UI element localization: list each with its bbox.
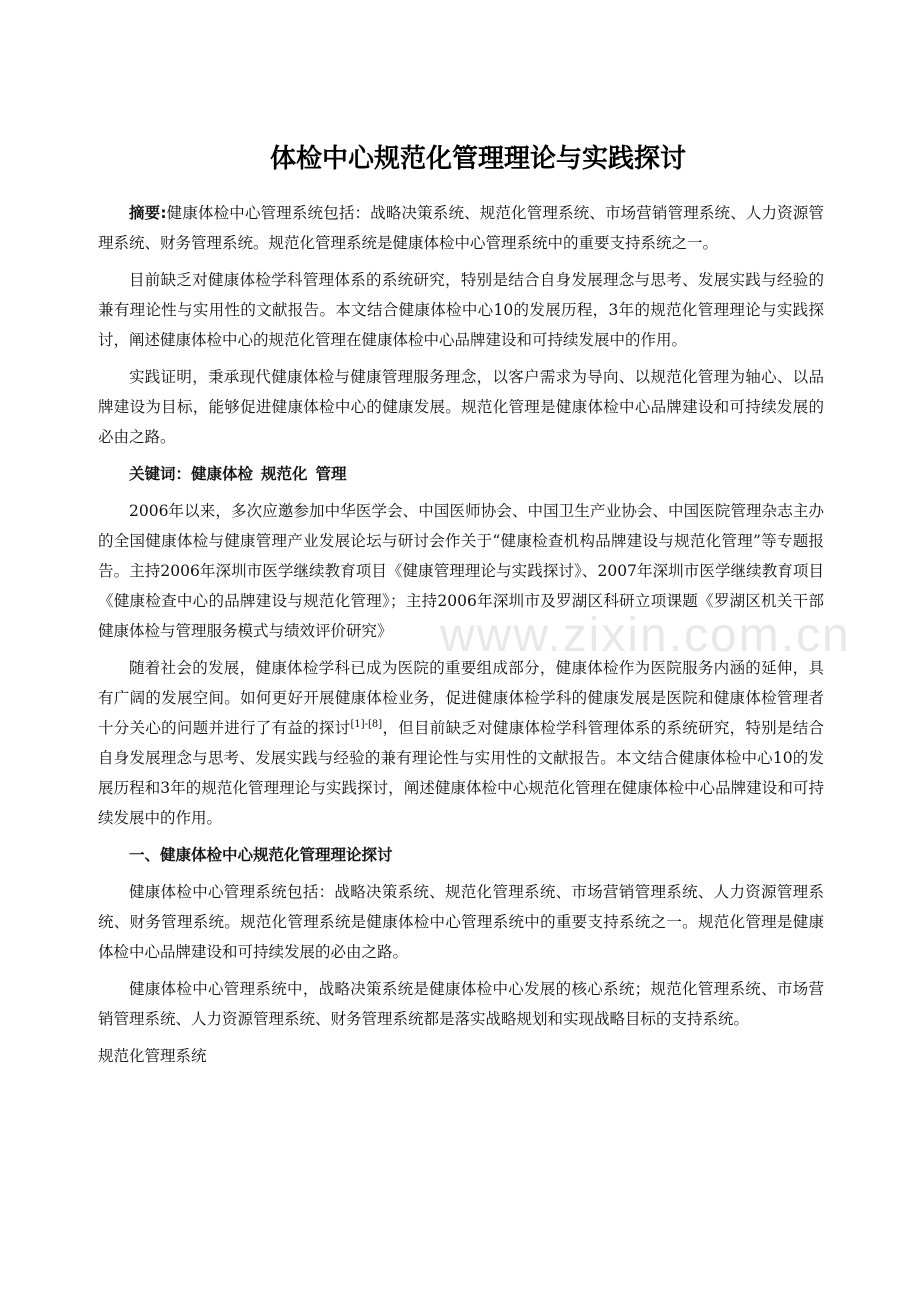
- citation-reference: [1]-[8]: [350, 718, 383, 730]
- document-title: 体检中心规范化管理理论与实践探讨: [269, 144, 686, 174]
- keyword-2: 规范化: [261, 465, 308, 483]
- society-text-after: ，但目前缺乏对健康体检学科管理体系的系统研究，特别是结合自身发展理念与思考、发展实践与经验的兼有理论性与实用性的文献报告。本文结合健康体检中心10的发展历程和3年的规范化管理理论与实践探讨，阐述健康体检中心规范化管理在健康体检中心品牌建设和可持续发展中的作用。: [98, 719, 824, 827]
- abstract-paragraph: [98, 198, 824, 258]
- abstract-colon: :: [160, 204, 167, 222]
- intro-paragraph-1: 目前缺乏对健康体检学科管理体系的系统研究，特别是结合自身发展理念与思考、发展实践与经验的兼有理论性与实用性的文献报告。本文结合健康体检中心10的发展历程，3年的规范化管理理论与实践探讨，阐述健康体检中心的规范化管理在健康体检中心品牌建设和可持续发展中的作用。: [98, 271, 824, 349]
- keyword-3: 管理: [315, 465, 347, 483]
- watermark: www.zixin.com.cn: [440, 609, 851, 662]
- section1-trailing-text: 规范化管理系统: [98, 1047, 207, 1065]
- abstract-label: 摘要: [129, 204, 161, 222]
- document-page: [98, 140, 824, 1078]
- society-text-before: 随着社会的发展，健康体检学科已成为医院的重要组成部分，健康体检作为医院服务内涵的延伸，具有广阔的发展空间。如何更好开展健康体检业务，促进健康体检学科的健康发展是医院和健康体检管理者十分关心的问题并进行了有益的探讨: [98, 659, 824, 737]
- section1-paragraph-1: 健康体检中心管理系统包括：战略决策系统、规范化管理系统、市场营销管理系统、人力资源管理系统、财务管理系统。规范化管理系统是健康体检中心管理系统中的重要支持系统之一。规范化管理是健康体检中心品牌建设和可持续发展的必由之路。: [98, 883, 824, 961]
- section1-paragraph-2: 健康体检中心管理系统中，战略决策系统是健康体检中心发展的核心系统；规范化管理系统、市场营销管理系统、人力资源管理系统、财务管理系统都是落实战略规划和实现战略目标的支持系统。: [98, 980, 824, 1028]
- background-paragraph: 2006年以来，多次应邀参加中华医学会、中国医师协会、中国卫生产业协会、中国医院管理杂志主办的全国健康体检与健康管理产业发展论坛与研讨会作关于“健康检查机构品牌建设与规范化管理”等专题报告。主持2006年深圳市医学继续教育项目《健康管理理论与实践探讨》、2007年深圳市医学继续教育项目《健康检查中心的品牌建设与规范化管理》；主持2006年深圳市及罗湖区科研立项课题《罗湖区机关干部健康体检与管理服务模式与绩效评价研究》: [98, 502, 824, 640]
- keyword-1: 健康体检: [191, 465, 254, 483]
- intro-paragraph-2: 实践证明，秉承现代健康体检与健康管理服务理念，以客户需求为导向、以规范化管理为轴心、以品牌建设为目标，能够促进健康体检中心的健康发展。规范化管理是健康体检中心品牌建设和可持续发展的必由之路。: [98, 368, 824, 446]
- section1-heading: 一、健康体检中心规范化管理理论探讨: [129, 846, 393, 864]
- keywords-label: 关键词：: [129, 465, 192, 483]
- abstract-text: 健康体检中心管理系统包括：战略决策系统、规范化管理系统、市场营销管理系统、人力资源管理系统、财务管理系统。规范化管理系统是健康体检中心管理系统中的重要支持系统之一。: [98, 204, 824, 252]
- society-paragraph: [98, 653, 824, 833]
- keywords-line: [98, 459, 824, 489]
